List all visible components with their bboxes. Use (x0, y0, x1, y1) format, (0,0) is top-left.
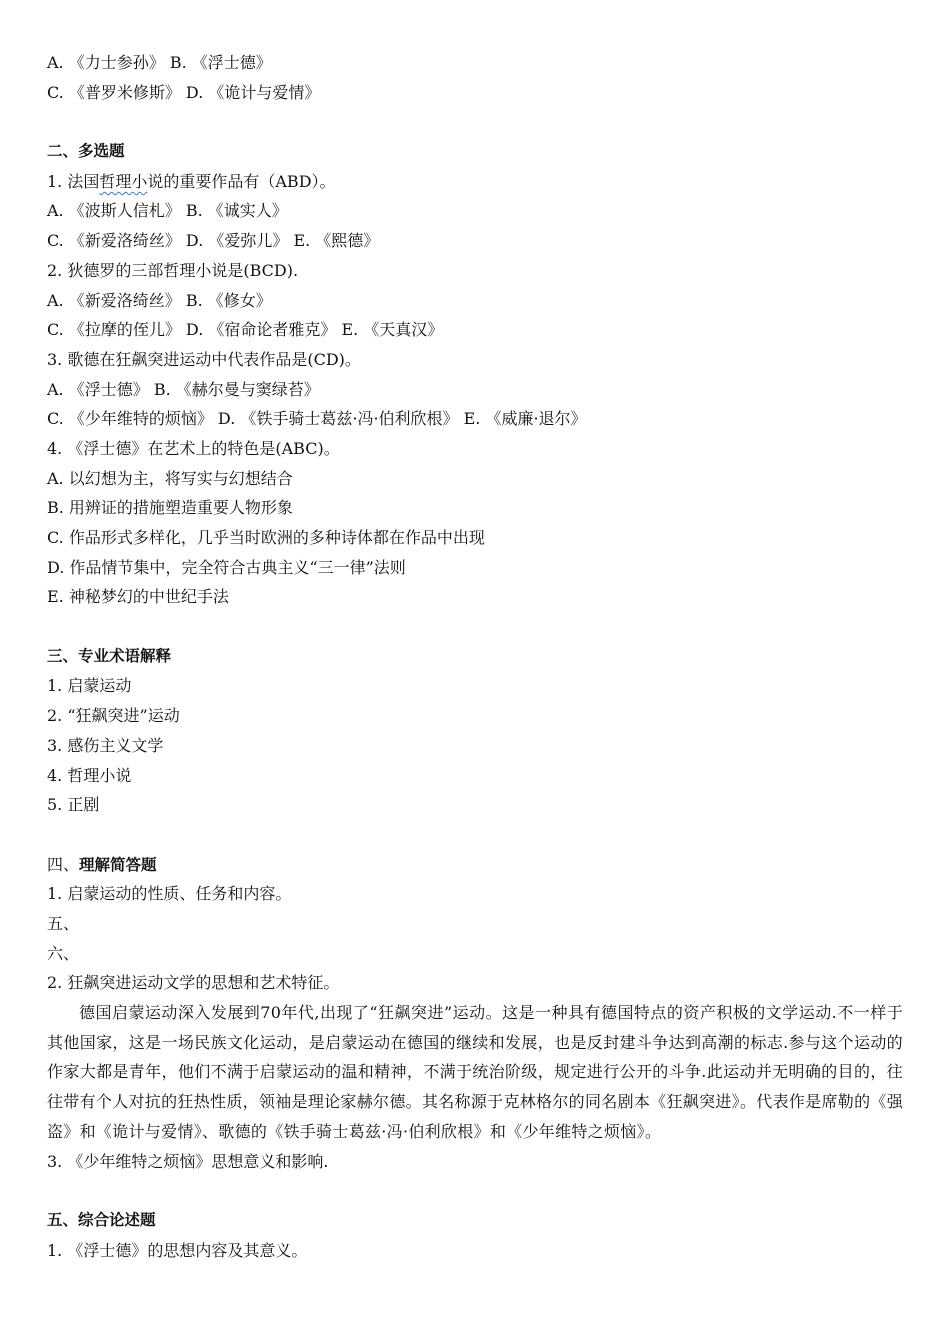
section-title: 理解简答题 (79, 855, 157, 874)
question-line: 1. 启蒙运动的性质、任务和内容。 (47, 884, 292, 904)
question-line: 2. 狂飙突进运动文学的思想和艺术特征。 (47, 973, 340, 993)
question-line: 1. 《浮士德》的思想内容及其意义。 (47, 1240, 308, 1260)
option-line: E. 神秘梦幻的中世纪手法 (47, 587, 229, 607)
blank-line (47, 1176, 903, 1206)
options-line: C. 《新爱洛绮丝》 D. 《爱弥儿》 E. 《熙德》 (47, 231, 380, 251)
options-line: C. 《普罗米修斯》 D. 《诡计与爱情》 (47, 82, 321, 102)
blank-line (47, 820, 903, 850)
options-line: C. 《拉摩的侄儿》 D. 《宿命论者雅克》 E. 《天真汉》 (47, 320, 444, 340)
option-line: C. 作品形式多样化，几乎当时欧洲的多种诗体都在作品中出现 (47, 528, 485, 547)
options-line: A. 《新爱洛绮丝》 B. 《修女》 (47, 290, 272, 310)
blank-line (47, 107, 903, 137)
section-heading-terms: 三、专业术语解释 (47, 646, 172, 665)
option-line: B. 用辨证的措施塑造重要人物形象 (47, 498, 293, 518)
question-line: 2. 狄德罗的三部哲理小说是(BCD). (47, 260, 299, 280)
section-heading-essay: 五、综合论述题 (47, 1210, 156, 1229)
spellcheck-underlined-text: 哲理小 (99, 171, 148, 191)
question-line (47, 167, 903, 197)
document-page (47, 48, 903, 1265)
question-text: 说的重要作品有（ABD）。 (147, 171, 336, 191)
term-item: 1. 启蒙运动 (47, 676, 132, 696)
option-line: A. 以幻想为主，将写实与幻想结合 (47, 468, 293, 488)
stray-heading-number: 六、 (47, 943, 80, 963)
term-item: 4. 哲理小说 (47, 765, 132, 785)
question-line: 3. 歌德在狂飙突进运动中代表作品是(CD)。 (47, 349, 361, 369)
options-line: A. 《浮士德》 B. 《赫尔曼与窦绿苔》 (47, 379, 320, 399)
option-line: D. 作品情节集中，完全符合古典主义“三一律”法则 (47, 557, 406, 577)
options-line: A. 《波斯人信札》 B. 《诚实人》 (47, 201, 288, 221)
section-number: 四、 (47, 854, 80, 874)
answer-paragraph: 德国启蒙运动深入发展到70年代,出现了“狂飙突进”运动。这是一种具有德国特点的资产积极的文学运动.不一样于其他国家，这是一场民族文化运动，是启蒙运动在德国的继续和发展，也是反封建斗争达到高潮的标志.参与这个运动的作家大都是青年，他们不满于启蒙运动的温和精神，不满于统治阶级，规定进行公开的斗争.此运动并无明确的目的，往往带有个人对抗的狂热性质，领袖是理论家赫尔德。其名称源于克林格尔的同名剧本《狂飙突进》。代表作是席勒的《强盗》和《诡计与爱情》、歌德的《铁手骑士葛兹·冯·伯利欣根》和《少年维特之烦恼》。 (47, 1003, 903, 1141)
term-item: 5. 正剧 (47, 795, 100, 815)
question-text: 1. 法国 (47, 171, 100, 191)
section-heading-multiple-choice: 二、多选题 (47, 142, 125, 161)
stray-heading-number: 五、 (47, 913, 80, 933)
options-line: A. 《力士参孙》 B. 《浮士德》 (47, 53, 272, 72)
options-line: C. 《少年维特的烦恼》 D. 《铁手骑士葛兹·冯·伯利欣根》 E. 《威廉·退尔》 (47, 409, 587, 429)
question-line: 4. 《浮士德》在艺术上的特色是(ABC)。 (47, 438, 340, 458)
question-line: 3. 《少年维特之烦恼》思想意义和影响. (47, 1151, 329, 1171)
term-item: 3. 感伤主义文学 (47, 735, 164, 755)
section-heading-short-answer (47, 850, 903, 880)
blank-line (47, 612, 903, 642)
term-item: 2. “狂飙突进”运动 (47, 706, 180, 726)
